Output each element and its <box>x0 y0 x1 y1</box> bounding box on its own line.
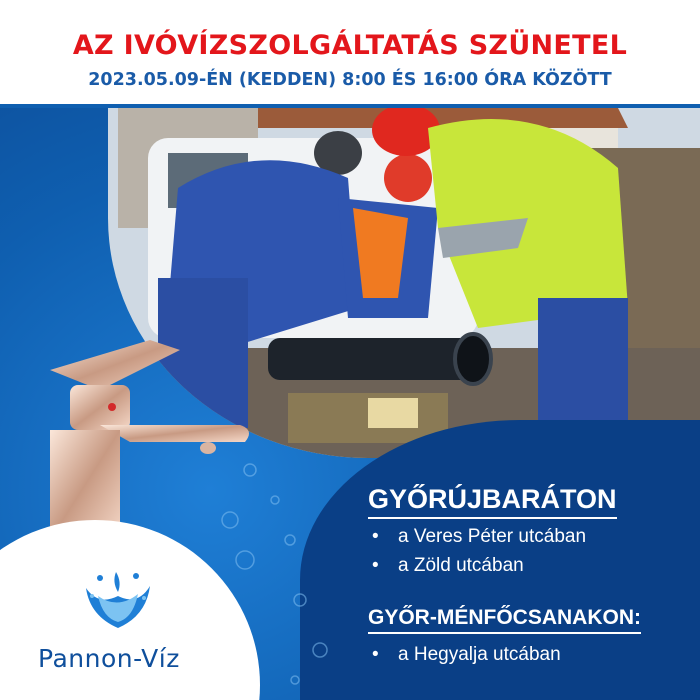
faucet-icon <box>30 330 270 540</box>
notice-date-time: 2023.05.09-ÉN (KEDDEN) 8:00 ÉS 16:00 ÓRA KÖZÖTT <box>88 70 612 90</box>
street-label: a Veres Péter utcában <box>398 526 587 547</box>
street-item <box>372 555 524 577</box>
location-heading-gyor-menfocsanak: GYŐR-MÉNFŐCSANAKON: <box>368 606 641 634</box>
street-item <box>372 526 586 548</box>
street-item <box>372 644 561 666</box>
street-label: a Hegyalja utcában <box>398 644 561 665</box>
brand-name: Pannon-Víz <box>38 644 180 673</box>
bullet: • <box>372 526 379 547</box>
water-splash-logo-icon <box>78 566 158 638</box>
bullet: • <box>372 555 379 576</box>
street-label: a Zöld utcában <box>398 555 524 576</box>
affected-areas-panel <box>360 470 690 680</box>
notice-title: AZ IVÓVÍZSZOLGÁLTATÁS SZÜNETEL <box>72 30 628 61</box>
bullet: • <box>372 644 379 665</box>
location-heading-gyorujbarat: GYŐRÚJBARÁTON <box>368 484 617 519</box>
